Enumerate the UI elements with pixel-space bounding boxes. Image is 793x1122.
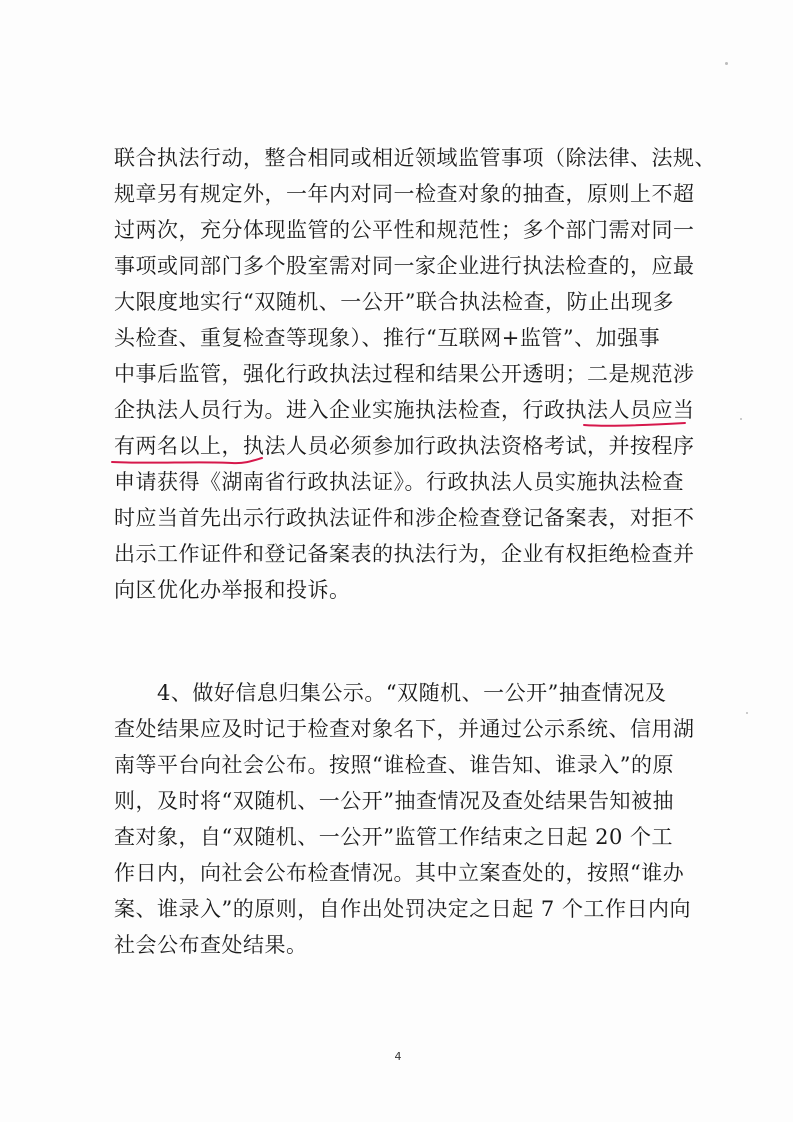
text-line: 案、谁录入”的原则，自作出处罚决定之日起 7 个工作日内向 <box>114 897 691 921</box>
text-line: 过两次，充分体现监管的公平性和规范性；多个部门需对同一 <box>114 218 695 242</box>
text-line: 企执法人员行为。进入企业实施执法检查，行政执法人员应当 <box>114 398 695 422</box>
text-line: 向区优化办举报和投诉。 <box>114 578 351 602</box>
text-line: 规章另有规定外，一年内对同一检查对象的抽查，原则上不超 <box>114 182 695 206</box>
text-line: 南等平台向社会公布。按照“谁检查、谁告知、谁录入”的原 <box>114 753 674 777</box>
text-line: 社会公布查处结果。 <box>114 933 308 957</box>
text-line: 头检查、重复检查等现象）、推行“互联网+监管”、加强事 <box>114 326 661 350</box>
text-line: 大限度地实行“双随机、一公开”联合执法检查，防止出现多 <box>114 290 674 314</box>
text-line: 时应当首先出示行政执法证件和涉企检查登记备案表，对拒不 <box>114 506 695 530</box>
scan-speck <box>740 418 742 420</box>
page-number: 4 <box>394 1050 402 1063</box>
scan-speck <box>725 62 728 65</box>
text-line: 中事后监管，强化行政执法过程和结果公开透明；二是规范涉 <box>114 362 695 386</box>
text-line: 有两名以上，执法人员必须参加行政执法资格考试，并按程序 <box>114 434 695 458</box>
text-line: 4、做好信息归集公示。“双随机、一公开”抽查情况及 <box>114 681 667 705</box>
text-line: 联合执法行动，整合相同或相近领域监管事项（除法律、法规、 <box>114 146 716 170</box>
text-line: 事项或同部门多个股室需对同一家企业进行执法检查的，应最 <box>114 254 695 278</box>
text-line: 查处结果应及时记于检查对象名下，并通过公示系统、信用湖 <box>114 717 695 741</box>
text-line: 则，及时将“双随机、一公开”抽查情况及查处结果告知被抽 <box>114 789 674 813</box>
text-line: 申请获得《湖南省行政执法证》。行政执法人员实施执法检查 <box>114 470 684 494</box>
text-line: 查对象，自“双随机、一公开”监管工作结束之日起 20 个工 <box>114 825 674 849</box>
text-line: 出示工作证件和登记备案表的执法行为，企业有权拒绝检查并 <box>114 542 695 566</box>
text-line: 作日内，向社会公布检查情况。其中立案查处的，按照“谁办 <box>114 861 685 885</box>
scan-speck <box>746 712 748 714</box>
